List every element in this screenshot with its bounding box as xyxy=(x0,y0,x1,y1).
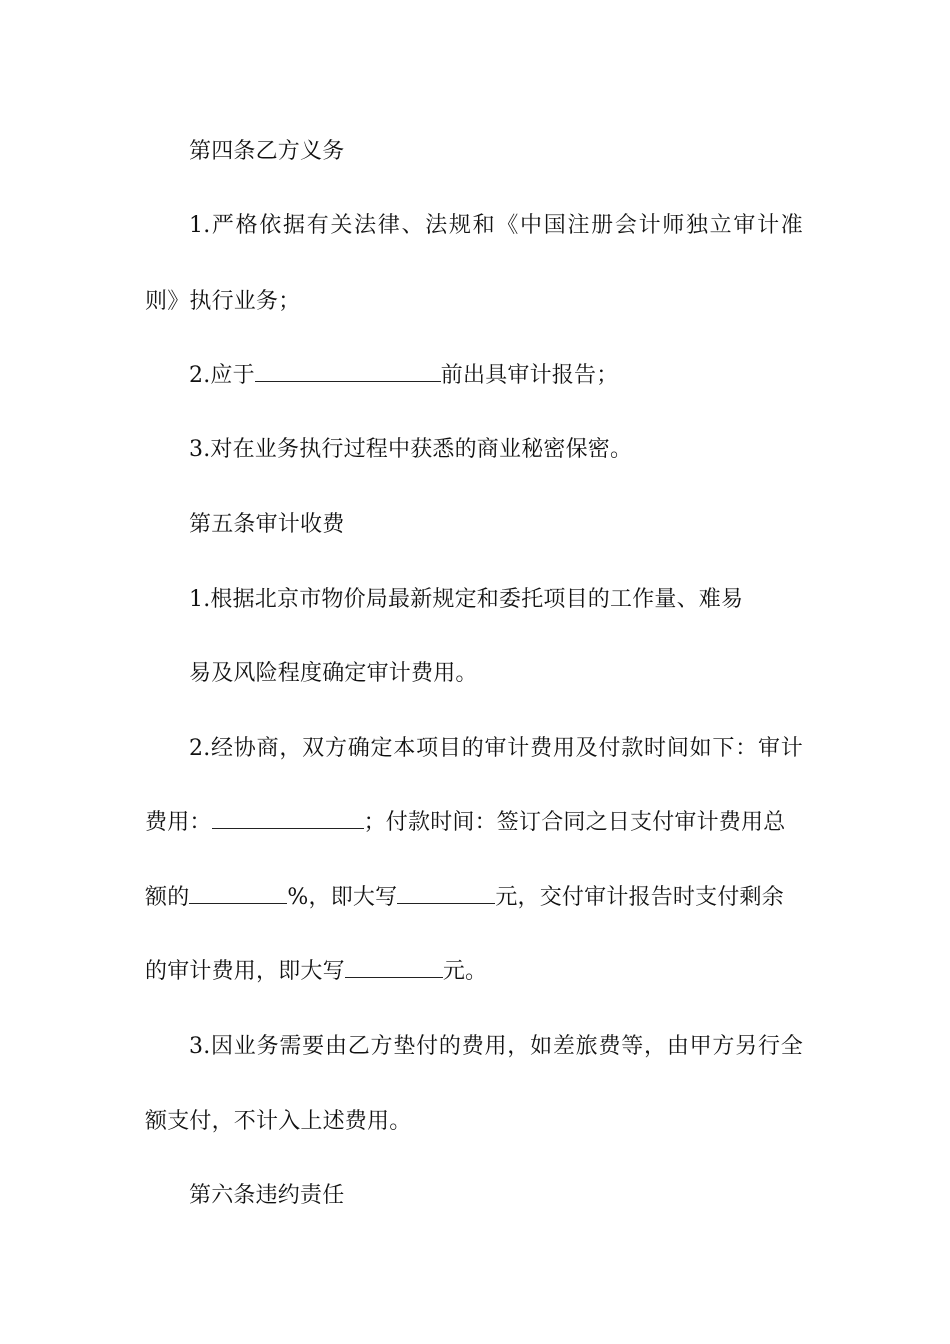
fill-in-blank xyxy=(345,957,443,978)
clause-text: 元，交付审计报告时支付剩余 xyxy=(495,885,784,910)
paragraph-line: 1.根据北京市物价局最新规定和委托项目的工作量、难易 xyxy=(189,587,744,612)
clause-text: 的审计费用，即大写 xyxy=(145,959,345,984)
paragraph-line: 3.对在业务执行过程中获悉的商业秘密保密。 xyxy=(189,437,633,462)
paragraph-line xyxy=(145,957,810,987)
section-heading-6: 第六条违约责任 xyxy=(189,1183,345,1208)
clause-text: 费用： xyxy=(145,810,212,835)
paragraph-line: 易及风险程度确定审计费用。 xyxy=(189,661,478,686)
clause-text: ；付款时间：签订合同之日支付审计费用总 xyxy=(363,810,786,835)
clause-text: 前出具审计报告； xyxy=(440,363,619,388)
section-heading-4: 第四条乙方义务 xyxy=(189,139,345,164)
clause-text: 2.应于 xyxy=(189,363,255,388)
paragraph-line: 2.经协商，双方确定本项目的审计费用及付款时间如下：审计 xyxy=(189,736,803,761)
clause-text: 额的 xyxy=(145,885,190,910)
paragraph-line: 3.因业务需要由乙方垫付的费用，如差旅费等，由甲方另行全 xyxy=(189,1034,803,1059)
paragraph-line xyxy=(145,883,810,913)
paragraph-line: 额支付，不计入上述费用。 xyxy=(145,1109,412,1134)
section-heading-5: 第五条审计收费 xyxy=(189,512,345,537)
clause-text: %，即大写 xyxy=(287,885,398,910)
paragraph-line: 则》执行业务； xyxy=(145,289,301,314)
fill-in-blank xyxy=(189,883,287,904)
fill-in-blank xyxy=(255,361,441,382)
fill-in-blank xyxy=(397,883,495,904)
paragraph-line xyxy=(145,808,810,838)
paragraph-line xyxy=(189,361,854,391)
fill-in-blank xyxy=(212,808,364,829)
paragraph-line: 1.严格依据有关法律、法规和《中国注册会计师独立审计准 xyxy=(189,213,803,238)
clause-text: 元。 xyxy=(442,959,488,984)
